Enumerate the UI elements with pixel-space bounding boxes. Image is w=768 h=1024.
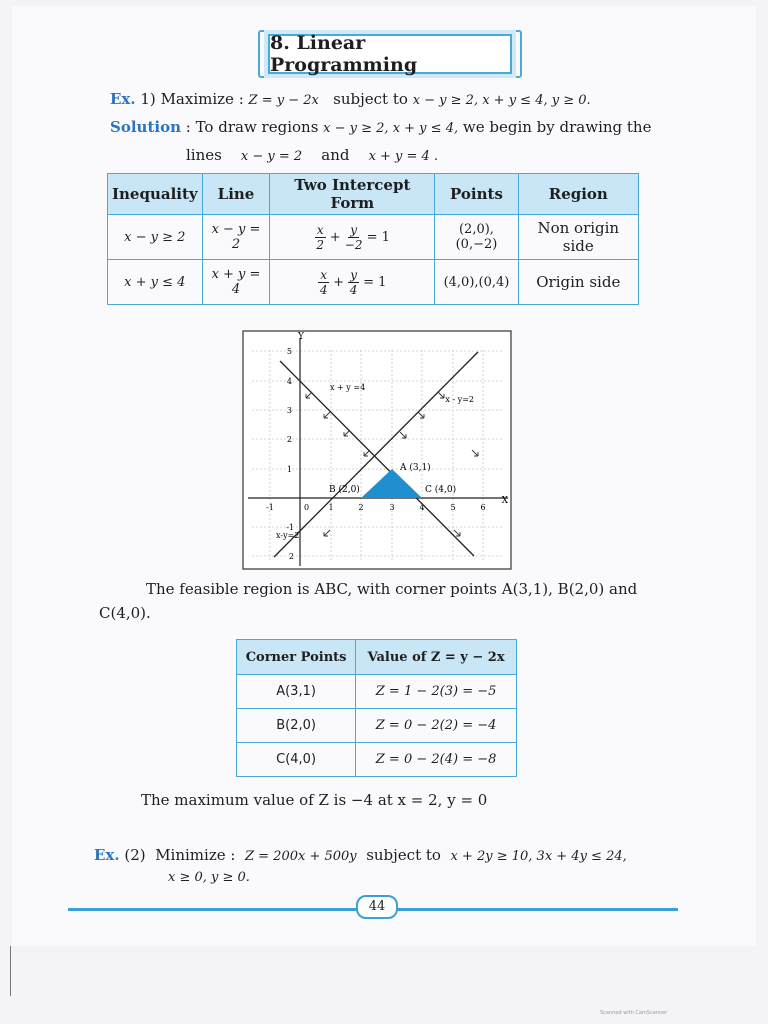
page-number: 44 xyxy=(356,895,398,919)
point-b-label: B (2,0) xyxy=(329,485,360,495)
table-row xyxy=(108,215,639,260)
y-tick-label: 5 xyxy=(286,347,292,356)
cell-intercept-form: $\frac{x}{2}$ + $\frac{y}{-2}$ = 1 xyxy=(270,215,435,260)
header-corner-points: Corner Points xyxy=(237,640,356,675)
y-tick-label: 2 xyxy=(286,435,292,444)
table-row xyxy=(237,743,517,777)
ex1-statement xyxy=(110,90,591,108)
point-a-label: A (3,1) xyxy=(400,463,431,473)
x-tick-label: 0 xyxy=(304,503,310,512)
x-tick-label: 2 xyxy=(358,503,364,512)
ex2-label: Ex. xyxy=(94,846,120,864)
x-tick-label: 4 xyxy=(419,503,425,512)
solution-text-1a: : To draw regions xyxy=(185,118,319,136)
ex2-minimize: Minimize : xyxy=(155,846,236,864)
cell-inequality: x + y ≤ 4 xyxy=(108,260,203,305)
cell-z-value: Z = 0 − 2(2) = −4 xyxy=(356,709,517,743)
cell-points: (2,0),(0,−2) xyxy=(435,215,518,260)
cell-region: Non origin side xyxy=(518,215,638,260)
ex1-subject-to: subject to xyxy=(333,90,408,108)
x-tick-label: 1 xyxy=(328,503,334,512)
cell-corner-point: C(4,0) xyxy=(237,743,356,777)
cell-line: x − y = 2 xyxy=(202,215,270,260)
ex1-maximize: Maximize : xyxy=(160,90,244,108)
y-tick-label: 4 xyxy=(286,377,292,386)
y-tick-label: 1 xyxy=(286,465,292,474)
label-x-minus-y-2-lower: x-y=2 xyxy=(276,531,300,540)
ex2-subject-to: subject to xyxy=(366,846,441,864)
cell-intercept-form: $\frac{x}{4}$ + $\frac{y}{4}$ = 1 xyxy=(270,260,435,305)
x-tick-label: -1 xyxy=(266,503,274,512)
chapter-title: 8. Linear Programming xyxy=(268,34,512,74)
x-tick-label: 5 xyxy=(450,503,456,512)
feasible-line-1: The feasible region is ABC, with corner points A(3,1), B(2,0) and xyxy=(146,580,638,598)
header-points: Points xyxy=(435,174,518,215)
solution-and: and xyxy=(321,146,350,164)
ex2-number: (2) xyxy=(124,846,146,864)
point-c-label: C (4,0) xyxy=(425,485,457,495)
corner-points-table xyxy=(236,639,517,777)
fraction: $\frac{x}{2}$ xyxy=(316,222,325,252)
label-x-minus-y-2: x - y=2 xyxy=(445,395,474,404)
ex1-label: Ex. xyxy=(110,90,136,108)
x-tick-label: 6 xyxy=(480,503,486,512)
ex2-line-2: x ≥ 0, y ≥ 0. xyxy=(168,870,250,885)
cell-inequality: x − y ≥ 2 xyxy=(108,215,203,260)
solution-lines-word: lines xyxy=(186,146,222,164)
fraction: $\frac{x}{4}$ xyxy=(319,267,328,297)
header-two-intercept: Two Intercept Form xyxy=(270,174,435,215)
cell-points: (4,0),(0,4) xyxy=(435,260,518,305)
solution-line-1 xyxy=(110,118,651,136)
x-tick-label: 3 xyxy=(389,503,395,512)
y-axis-label: Y xyxy=(298,332,304,342)
solution-label: Solution xyxy=(110,118,181,136)
table-row xyxy=(237,675,517,709)
table-row xyxy=(108,260,639,305)
header-value-of-z: Value of Z = y − 2x xyxy=(356,640,517,675)
fraction: $\frac{y}{-2}$ xyxy=(344,222,363,252)
y-tick-label: 3 xyxy=(286,406,292,415)
scan-edge-mark xyxy=(10,946,11,996)
ex2-statement xyxy=(94,846,627,864)
cell-z-value: Z = 0 − 2(4) = −8 xyxy=(356,743,517,777)
cell-z-value: Z = 1 − 2(3) = −5 xyxy=(356,675,517,709)
conclusion: The maximum value of Z is −4 at x = 2, y = 0 xyxy=(141,791,488,809)
feasible-region-graph xyxy=(242,330,512,570)
ex1-objective: Z = y − 2x xyxy=(248,93,319,108)
label-x-plus-y-4: x + y =4 xyxy=(330,383,366,392)
header-inequality: Inequality xyxy=(108,174,203,215)
ex1-number: 1) xyxy=(140,90,156,108)
solution-line-2 xyxy=(186,146,438,164)
solution-regions: x − y ≥ 2, x + y ≤ 4, xyxy=(323,121,459,136)
cell-corner-point: A(3,1) xyxy=(237,675,356,709)
scanner-watermark: Scanned with CamScanner xyxy=(600,1010,668,1016)
cell-line: x + y = 4 xyxy=(202,260,270,305)
fraction: $\frac{y}{4}$ xyxy=(349,267,358,297)
solution-line-eq-2: x + y = 4 . xyxy=(368,149,439,164)
x-axis-label: X xyxy=(501,496,508,506)
ex2-constraints: x + 2y ≥ 10, 3x + 4y ≤ 24, xyxy=(450,849,627,864)
y-tick-label: 2 xyxy=(288,552,294,561)
y-tick-label: -1 xyxy=(286,523,294,532)
solution-line-eq-1: x − y = 2 xyxy=(240,149,303,164)
feasible-line-2: C(4,0). xyxy=(99,604,151,622)
solution-text-1c: we begin by drawing the xyxy=(462,118,652,136)
ex1-constraints: x − y ≥ 2, x + y ≤ 4, y ≥ 0. xyxy=(412,93,591,108)
header-line: Line xyxy=(202,174,270,215)
cell-corner-point: B(2,0) xyxy=(237,709,356,743)
ex2-objective: Z = 200x + 500y xyxy=(244,849,357,864)
table-row xyxy=(237,709,517,743)
cell-region: Origin side xyxy=(518,260,638,305)
inequality-table xyxy=(107,173,639,305)
header-region: Region xyxy=(518,174,638,215)
